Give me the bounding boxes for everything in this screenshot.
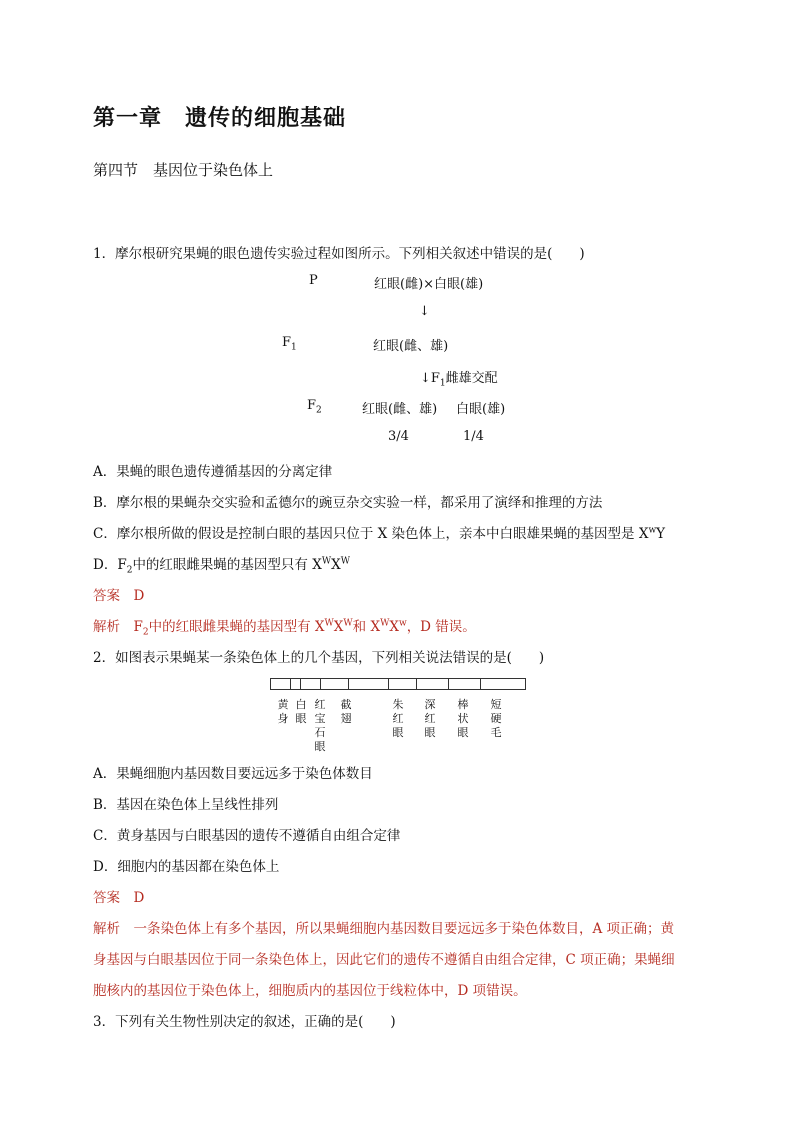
gene-label: 白眼: [295, 698, 307, 725]
q1-arrow-1: ↓: [419, 304, 430, 319]
chromosome-segment: [349, 679, 389, 689]
gene-label: 红宝石眼: [314, 698, 326, 753]
chromosome-segment: [481, 679, 525, 689]
q1-answer: 答案 D: [93, 588, 145, 604]
q1-f1-value: 红眼(雌、雄): [373, 339, 449, 354]
q1-stem: 1．摩尔根研究果蝇的眼色遗传实验过程如图所示。下列相关叙述中错误的是( ): [93, 246, 585, 262]
q2-analysis-line-3: 胞核内的基因位于染色体上，细胞质内的基因位于线粒体中，D 项错误。: [93, 983, 527, 999]
q1-option-b: B．摩尔根的果蝇杂交实验和孟德尔的豌豆杂交实验一样，都采用了演绎和推理的方法: [93, 495, 603, 511]
q1-analysis: 解析 $F_2$中的红眼雌果蝇的基因型有 $X^WX^W$和 $X^WX^w$，D 错误。: [93, 618, 476, 638]
q1-arrow-2: $↓F_1$雌雄交配: [420, 371, 498, 389]
q1-f2-label: $F_2$: [307, 398, 322, 416]
chromosome-segment: [271, 679, 291, 689]
chromosome-segment: [321, 679, 349, 689]
chromosome-segment: [291, 679, 301, 689]
q2-option-c: C．黄身基因与白眼基因的遗传不遵循自由组合定律: [93, 828, 401, 844]
chapter-title: 第一章 遗传的细胞基础: [93, 105, 347, 131]
q2-option-d: D．细胞内的基因都在染色体上: [93, 859, 280, 875]
q1-option-c: C．摩尔根所做的假设是控制白眼的基因只位于 X 染色体上，亲本中白眼雄果蝇的基因型是 $X^wY$: [93, 525, 666, 542]
q3-stem: 3．下列有关生物性别决定的叙述，正确的是( ): [93, 1014, 396, 1030]
q2-analysis-line-1: 解析 一条染色体上有多个基因，所以果蝇细胞内基因数目要远远多于染色体数目，A 项正确；黄: [93, 921, 675, 937]
gene-label: 短硬毛: [490, 698, 502, 739]
q1-option-a: A．果蝇的眼色遗传遵循基因的分离定律: [93, 464, 333, 480]
chromosome-segment: [417, 679, 449, 689]
chromosome-diagram: [270, 678, 526, 690]
chromosome-segment: [389, 679, 417, 689]
q1-ratio-white: 1/4: [463, 429, 484, 444]
gene-label: 黄身: [277, 698, 289, 725]
q2-answer: 答案 D: [93, 890, 145, 906]
q1-f1-label: $F_1$: [282, 335, 297, 353]
gene-label: 深红眼: [424, 698, 436, 739]
q1-p-label: P: [309, 273, 318, 288]
q2-stem: 2．如图表示果蝇某一条染色体上的几个基因，下列相关说法错误的是( ): [93, 650, 545, 666]
q1-option-d: D．$F_2$中的红眼雌果蝇的基因型只有 $X^WX^W$: [93, 556, 350, 576]
q2-option-a: A．果蝇细胞内基因数目要远远多于染色体数目: [93, 766, 373, 782]
q1-p-cross: 红眼(雌)×白眼(雄): [374, 277, 484, 292]
section-title: 第四节 基因位于染色体上: [93, 161, 274, 179]
chromosome-segment: [449, 679, 481, 689]
q1-f2-white: 白眼(雄): [456, 402, 506, 417]
gene-label: 棒状眼: [457, 698, 469, 739]
q1-f2-red: 红眼(雌、雄): [362, 402, 438, 417]
q2-analysis-line-2: 身基因与白眼基因位于同一条染色体上，因此它们的遗传不遵循自由组合定律，C 项正确；果蝇细: [93, 952, 675, 968]
q1-ratio-red: 3/4: [388, 429, 409, 444]
gene-label: 朱红眼: [392, 698, 404, 739]
chromosome-segment: [301, 679, 321, 689]
gene-label: 截翅: [340, 698, 352, 725]
q2-option-b: B．基因在染色体上呈线性排列: [93, 797, 279, 813]
